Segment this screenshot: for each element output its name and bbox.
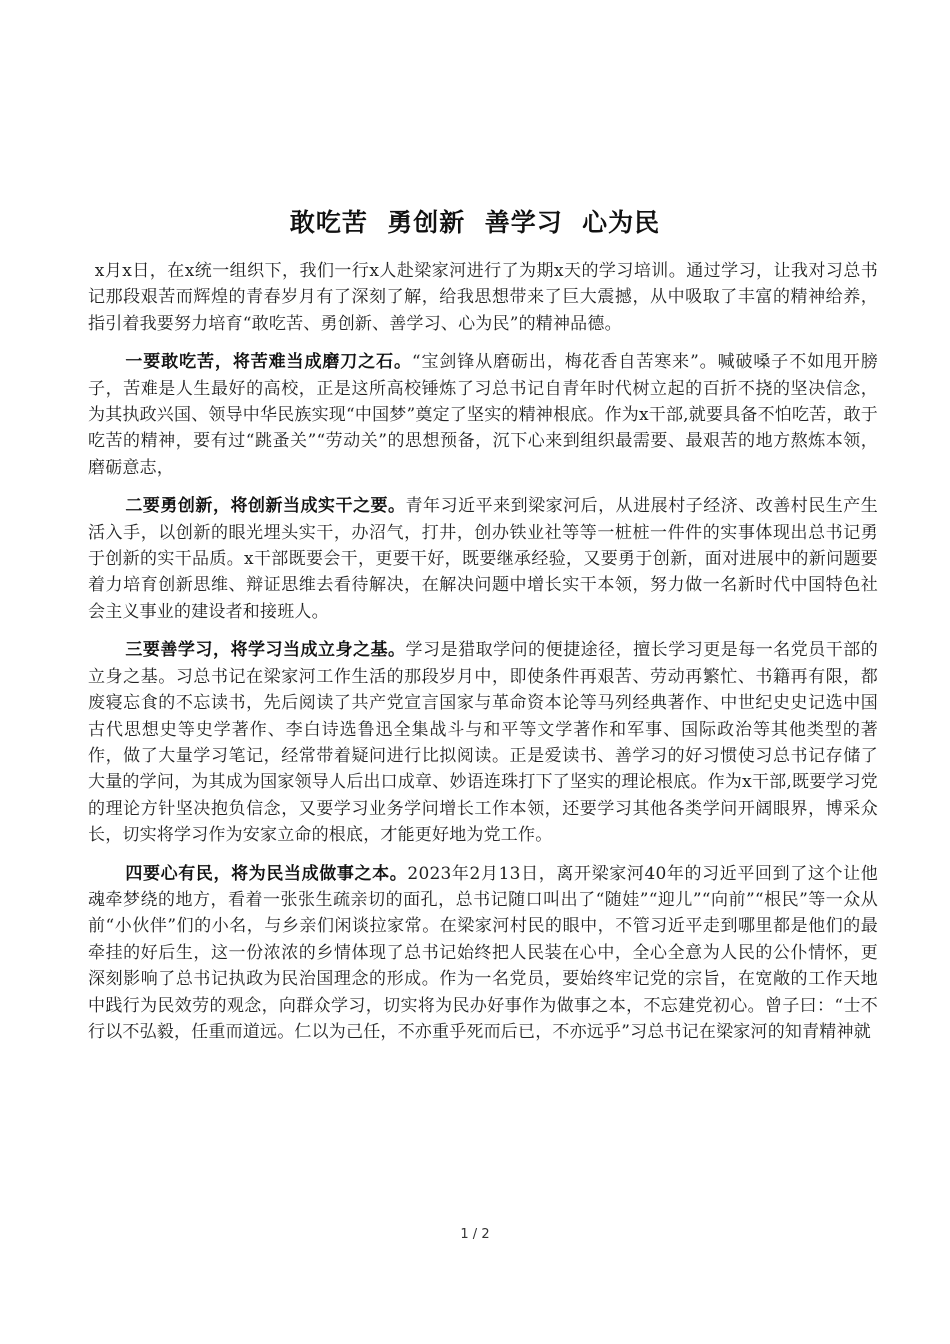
section-text-4: 2023年2月13日，离开梁家河40年的习近平回到了这个让他魂牵梦绕的地方，看着一张张生疏亲切的面孔，总书记随口叫出了“随娃”“迎儿”“向前”“根民”等一众从前“小伙伴”们的小名，与乡亲们闲谈拉家常。在梁家河村民的眼中，不管习近平走到哪里都是他们的最牵挂的好后生，这一份浓浓的乡情体现了总书记始终把人民装在心中，全心全意为人民的公仆情怀，更深刻影响了总书记执政为民治国理念的形成。作为一名党员，要始终牢记党的宗旨，在宽敞的工作天地中践行为民效劳的观念，向群众学习，切实将为民办好事作为做事之本，不忘建党初心。曾子曰：“士不行以不弘毅，任重而道远。仁以为己任，不亦重乎死而后已，不亦远乎”习总书记在梁家河的知青精神就 [88,863,879,1042]
section-paragraph-4 [88,861,878,1046]
section-heading-2: 二要勇创新，将创新当成实干之要。 [125,496,406,517]
section-heading-3: 三要善学习，将学习当成立身之基。 [125,640,406,661]
section-paragraph-2 [88,493,878,625]
document-body [88,258,878,1057]
section-text-1: “宝剑锋从磨砺出，梅花香自苦寒来”。喊破嗓子不如甩开膀子，苦难是人生最好的高校，正是这所高校锤炼了习总书记自青年时代树立起的百折不挠的坚决信念，为其执政兴国、领导中华民族实现“中国梦”奠定了坚实的精神根底。作为x干部,就要具备不怕吃苦，敢于吃苦的精神，要有过“跳蚤关”“劳动关”的思想预备，沉下心来到组织最需要、最艰苦的地方熬炼本领，磨砺意志， [88,352,879,478]
intro-paragraph: x月x日，在x统一组织下，我们一行x人赴梁家河进行了为期x天的学习培训。通过学习，让我对习总书记那段艰苦而辉煌的青春岁月有了深刻了解，给我思想带来了巨大震撼，从中吸取了丰富的精神给养，指引着我要努力培育“敢吃苦、勇创新、善学习、心为民”的精神品德。 [88,261,878,334]
section-heading-4: 四要心有民，将为民当成做事之本。 [125,863,408,884]
section-paragraph-1 [88,349,878,481]
section-heading-1: 一要敢吃苦，将苦难当成磨刀之石。 [125,352,412,373]
section-paragraph-3 [88,637,878,848]
section-text-3: 学习是猎取学问的便捷途径，擅长学习更是每一名党员干部的立身之基。习总书记在梁家河工作生活的那段岁月中，即使条件再艰苦、劳动再繁忙、书籍再有限，都废寝忘食的不忘读书，先后阅读了共产党宣言国家与革命资本论等马列经典著作、中世纪史史记选中国古代思想史等史学著作、李白诗选鲁迅全集战斗与和平等文学著作和军事、国际政治等其他类型的著作，做了大量学习笔记，经常带着疑问进行比拟阅读。正是爱读书、善学习的好习惯使习总书记存储了大量的学问，为其成为国家领导人后出口成章、妙语连珠打下了坚实的理论根底。作为x干部,既要学习党的理论方针坚决抱负信念，又要学习业务学问增长工作本领，还要学习其他各类学问开阔眼界，博采众长，切实将学习作为安家立命的根底，才能更好地为党工作。 [88,640,878,846]
section-text-2: 青年习近平来到梁家河后，从进展村子经济、改善村民生产生活入手，以创新的眼光埋头实干，办沼气，打井，创办铁业社等等一桩桩一件件的实事体现出总书记勇于创新的实干品质。x干部既要会干，更要干好，既要继承经验，又要勇于创新，面对进展中的新问题要着力培育创新思维、辩证思维去看待解决，在解决问题中增长实干本领，努力做一名新时代中国特色社会主义事业的建设者和接班人。 [88,496,878,622]
page-number: 1 / 2 [460,1227,490,1242]
page-title: 敢吃苦 勇创新 善学习 心为民 [289,208,661,237]
